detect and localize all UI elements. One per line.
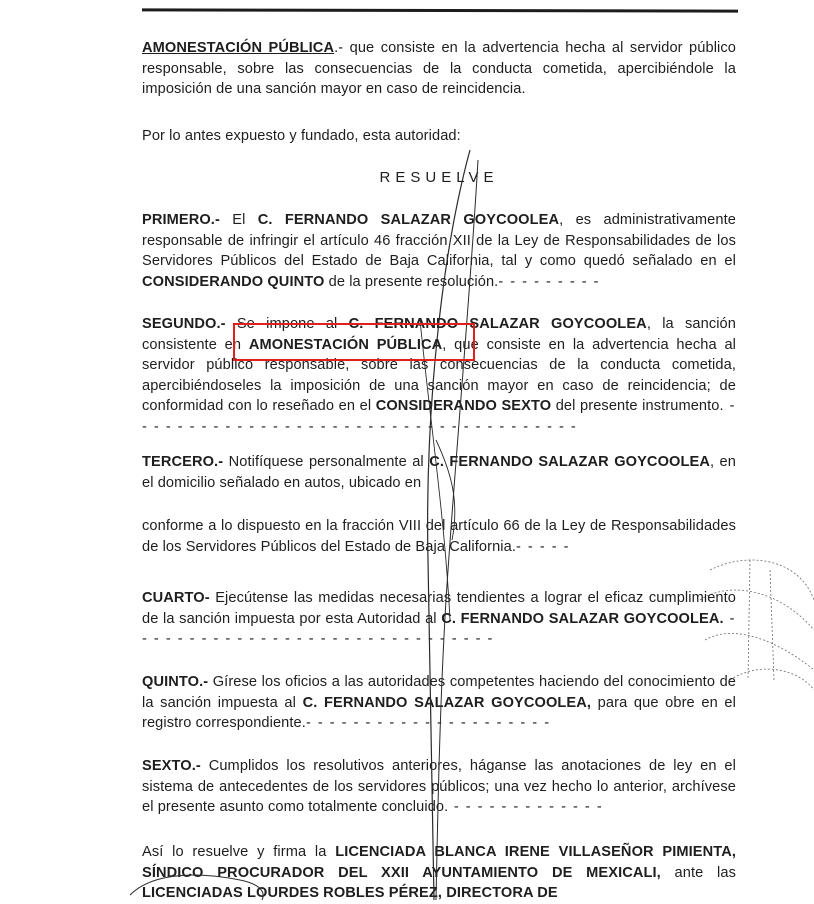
quinto-name: C. FERNANDO SALAZAR GOYCOOLEA, (302, 694, 592, 711)
quinto-dashes: - - - - - - - - - - - - - - - - - - - - - (305, 715, 551, 731)
segundo-dashes: - - - - - - - - - - - - - - - - - - - - - - - - - - - - - - - - - - - - - - (142, 398, 736, 435)
closing-bold-2: LICENCIADAS LOURDES ROBLES PÉREZ, DIRECTORA DE (142, 885, 558, 901)
primero-label: PRIMERO.- (142, 212, 220, 228)
quinto-label: QUINTO.- (142, 674, 209, 690)
primero-dashes: - - - - - - - - - (498, 273, 601, 290)
tercero-text-3: conforme a lo dispuesto en la fracción VIII del artículo 66 de la Ley de Responsabilidades de los Servidores Públicos del Estado de Baja California. (142, 518, 736, 555)
primero-text-3: de la presente resolución. (324, 273, 499, 290)
resuelve-title-text: RESUELVE (379, 169, 499, 186)
segundo-text-4: del presente instrumento. (551, 398, 724, 414)
quinto-text-2: para que obre en el registro correspondiente. (142, 694, 736, 731)
closing-paragraph (142, 842, 736, 904)
segundo-text-1: Se impone al (225, 316, 349, 332)
quinto-text-1: Gírese los oficios a las autoridades competentes haciendo del conocimiento de la sanción impuesta al (142, 674, 736, 711)
cuarto-label: CUARTO- (142, 590, 210, 606)
resuelve-title (142, 168, 736, 189)
segundo-text-2: , la sanción consistente en (142, 316, 736, 353)
closing-text-2: ante las (660, 864, 736, 881)
tercero-paragraph (142, 452, 736, 493)
segundo-label: SEGUNDO.- (142, 316, 226, 332)
primero-text-1: El (219, 212, 258, 228)
segundo-ref: CONSIDERANDO SEXTO (375, 398, 552, 414)
tercero-name: C. FERNANDO SALAZAR GOYCOOLEA (429, 454, 710, 470)
top-rule (142, 8, 738, 12)
tercero-label: TERCERO.- (142, 454, 224, 470)
sexto-paragraph (142, 756, 736, 818)
primero-paragraph (142, 210, 736, 292)
primero-text-2: , es administrativamente responsable de infringir el artículo 46 fracción XII de la Ley de Responsabilidades de los Servidores Públicos del Estado de Baja California, tal y como quedó señalado en el (142, 212, 736, 269)
sexto-text-1: Cumplidos los resolutivos anteriores, háganse las anotaciones de ley en el sistema de antecedentes de los servidores públicos; una vez hecho lo anterior, archívese el presente asunto como totalmente concluido. (142, 758, 736, 815)
tercero-dashes: - - - - - (516, 538, 571, 555)
cuarto-name: C. FERNANDO SALAZAR GOYCOOLEA. (441, 610, 724, 627)
cuarto-paragraph (142, 588, 736, 650)
segundo-paragraph (142, 314, 736, 437)
sexto-dashes: - - - - - - - - - - - - - (448, 799, 604, 815)
cuarto-dashes: - - - - - - - - - - - - - - - - - - - - - - - - - - - - - - - (142, 610, 737, 647)
segundo-name: C. FERNANDO SALAZAR GOYCOOLEA (348, 316, 647, 332)
intro-paragraph (142, 38, 736, 100)
quinto-paragraph (142, 672, 736, 734)
segundo-sanction: AMONESTACIÓN PÚBLICA (248, 336, 443, 353)
tercero-continuation (142, 516, 736, 557)
closing-text-1: Así lo resuelve y firma la (142, 844, 336, 860)
tercero-text-2: , en el domicilio señalado en autos, ubicado en (142, 454, 736, 491)
closing-bold-1: LICENCIADA BLANCA IRENE VILLASEÑOR PIMIENTA, SÍNDICO PROCURADOR DEL XXII AYUNTAMIENTO DE MEXICALI, (142, 844, 736, 881)
cuarto-text-1: Ejecútense las medidas necesarias tendientes a lograr el eficaz cumplimiento de la sanción impuesta por esta Autoridad al (142, 590, 736, 627)
preamble: Por lo antes expuesto y fundado, esta autoridad: (142, 128, 461, 144)
primero-name: C. FERNANDO SALAZAR GOYCOOLEA (257, 212, 560, 228)
intro-text: .- que consiste en la advertencia hecha al servidor público responsable, sobre las consecuencias de la conducta cometida, apercibiéndole la imposición de una sanción mayor en caso de reincidencia. (142, 40, 736, 97)
intro-heading: AMONESTACIÓN PÚBLICA (142, 40, 335, 56)
segundo-text-3: , que consiste en la advertencia hecha al servidor público responsable, sobre las consecuencias de la conducta cometida, apercibiéndoseles la imposición de una sanción mayor en caso de reincidencia; de conformidad con lo reseñado en el (142, 336, 736, 414)
tercero-text-1: Notifíquese personalmente al (223, 454, 430, 470)
sexto-label: SEXTO.- (142, 758, 201, 774)
primero-ref: CONSIDERANDO QUINTO (142, 273, 325, 290)
